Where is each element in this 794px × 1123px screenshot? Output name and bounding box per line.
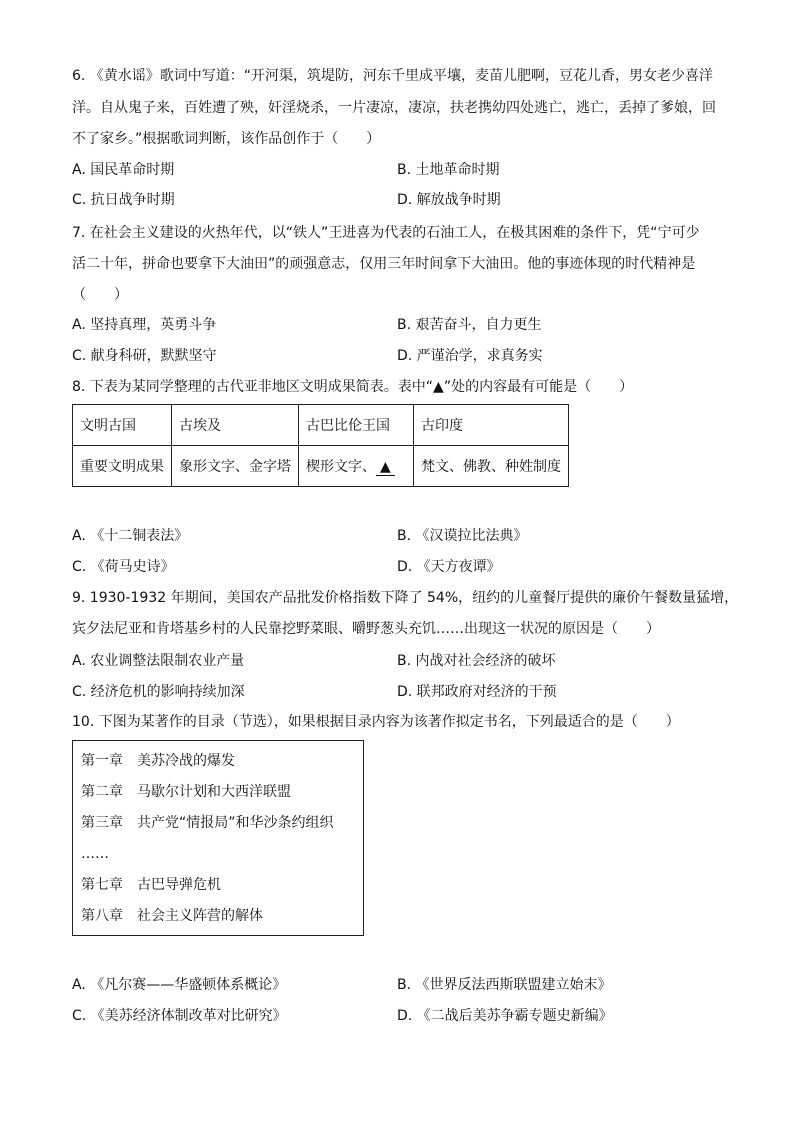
q10-option-c: C. 《美苏经济体制改革对比研究》 — [72, 1008, 287, 1024]
q7-option-b: B. 艰苦奋斗，自力更生 — [397, 317, 542, 333]
q9-option-d: D. 联邦政府对经济的干预 — [397, 684, 557, 700]
q6-option-b: B. 土地革命时期 — [397, 162, 500, 178]
table-header-row — [73, 405, 569, 446]
table-row-label: 重要文明成果 — [73, 446, 172, 487]
table-row — [73, 446, 569, 487]
q9-stem-line-2: 宾夕法尼亚和肯塔基乡村的人民靠挖野菜眼、嚼野葱头充饥……出现这一状况的原因是（ ） — [72, 621, 660, 637]
q8-civilization-table — [72, 404, 569, 487]
q6-stem-line-3: 不了家乡。”根据歌词判断，该作品创作于（ ） — [72, 131, 381, 147]
q8-option-b: B. 《汉谟拉比法典》 — [397, 528, 528, 544]
q6-stem-line-1: 6. 《黄水谣》歌词中写道：“开河渠，筑堤防，河东千里成平壤，麦苗儿肥啊，豆花儿香，男女老少喜洋 — [72, 68, 714, 84]
q10-stem-line-1: 10. 下图为某著作的目录（节选），如果根据目录内容为该著作拟定书名，下列最适合的是（ ） — [72, 714, 680, 730]
toc-item: 第三章 共产党“情报局”和华沙条约组织 — [81, 815, 334, 831]
q8-stem-line-1: 8. 下表为某同学整理的古代亚非地区文明成果简表。表中“▲”处的内容最有可能是（ ） — [72, 379, 634, 395]
q7-option-a: A. 坚持真理，英勇斗争 — [72, 317, 217, 333]
toc-item: 第二章 马歇尔计划和大西洋联盟 — [81, 784, 291, 800]
q6-stem-line-2: 洋。自从鬼子来，百姓遭了殃，奸淫烧杀，一片凄凉，凄凉，扶老携幼四处逃亡，逃亡，丢掉了爹娘，回 — [72, 100, 716, 116]
q7-option-d: D. 严谨治学，求真务实 — [397, 348, 543, 364]
triangle-blank: ▲ — [376, 459, 395, 476]
toc-item: 第八章 社会主义阵营的解体 — [81, 908, 263, 924]
q10-option-d: D. 《二战后美苏争霸专题史新编》 — [397, 1008, 613, 1024]
table-cell-egypt: 象形文字、金字塔 — [172, 446, 299, 487]
q10-option-a: A. 《凡尔赛——华盛顿体系概论》 — [72, 977, 287, 993]
q6-option-a: A. 国民革命时期 — [72, 162, 175, 178]
q8-option-d: D. 《天方夜谭》 — [397, 559, 501, 575]
q9-option-a: A. 农业调整法限制农业产量 — [72, 653, 245, 669]
toc-ellipsis: …… — [81, 846, 109, 862]
q10-option-b: B. 《世界反法西斯联盟建立始末》 — [397, 977, 612, 993]
q7-stem-line-3: （ ） — [72, 287, 128, 303]
table-header-cell: 古巴比伦王国 — [299, 405, 414, 446]
q7-stem-line-2: 活二十年，拼命也要拿下大油田”的顽强意志，仅用三年时间拿下大油田。他的事迹体现的时代精神是 — [72, 256, 696, 272]
q6-option-d: D. 解放战争时期 — [397, 192, 501, 208]
q10-table-of-contents-box — [72, 740, 364, 936]
q8-option-a: A. 《十二铜表法》 — [72, 528, 189, 544]
babylon-prefix: 楔形文字、 — [306, 459, 376, 475]
table-header-cell: 文明古国 — [73, 405, 172, 446]
q7-option-c: C. 献身科研，默默坚守 — [72, 348, 217, 364]
q7-stem-line-1: 7. 在社会主义建设的火热年代，以“铁人”王进喜为代表的石油工人，在极其困难的条件下，凭“宁可少 — [72, 225, 700, 241]
toc-item: 第七章 古巴导弹危机 — [81, 877, 221, 893]
q6-option-c: C. 抗日战争时期 — [72, 192, 175, 208]
table-header-cell: 古印度 — [414, 405, 569, 446]
q8-option-c: C. 《荷马史诗》 — [72, 559, 175, 575]
table-header-cell: 古埃及 — [172, 405, 299, 446]
table-cell-babylon — [299, 446, 414, 487]
q9-option-c: C. 经济危机的影响持续加深 — [72, 684, 245, 700]
q9-stem-line-1: 9. 1930-1932 年期间，美国农产品批发价格指数下降了 54%，纽约的儿童餐厅提供的廉价午餐数量猛增， — [72, 590, 739, 606]
table-cell-india: 梵文、佛教、种姓制度 — [414, 446, 569, 487]
toc-item: 第一章 美苏冷战的爆发 — [81, 753, 235, 769]
q9-option-b: B. 内战对社会经济的破坏 — [397, 653, 556, 669]
